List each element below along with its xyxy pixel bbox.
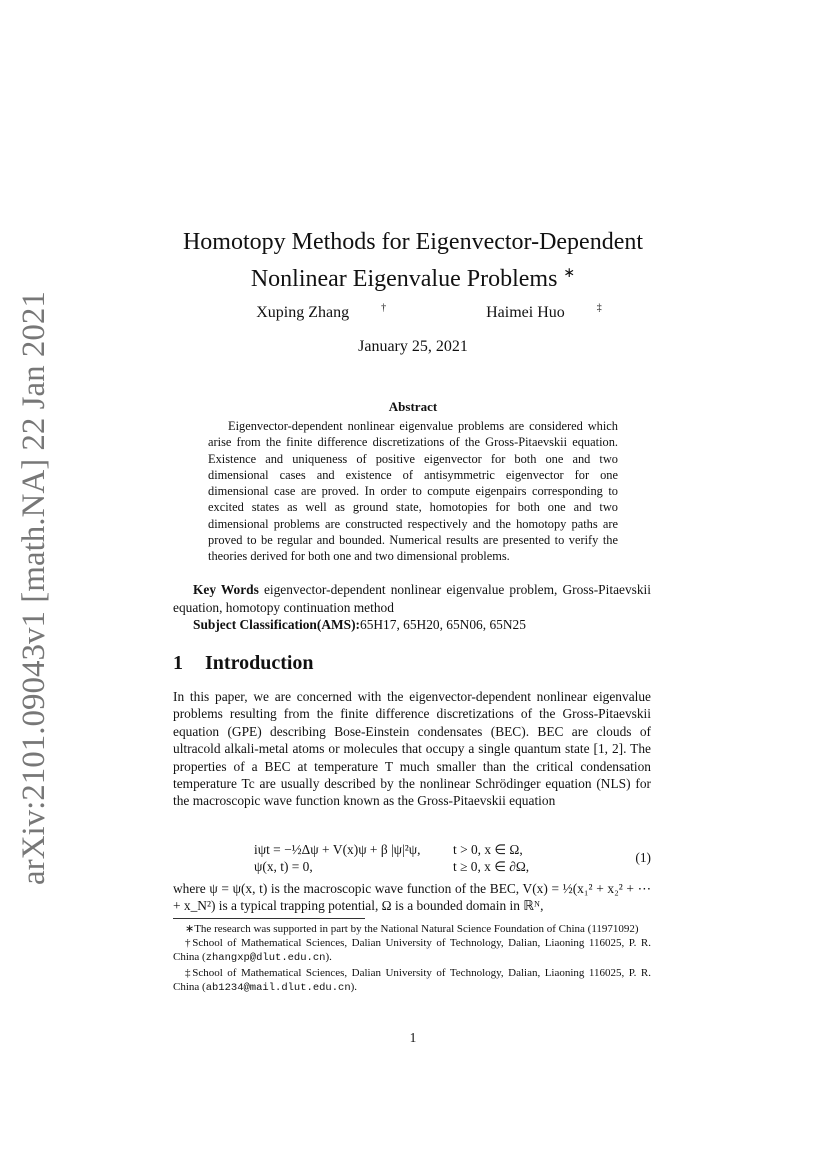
section-heading [173, 652, 314, 675]
author-mark: † [381, 303, 387, 314]
footnote-text: ∗The research was supported in part by the National Natural Science Foundation of China (11971092) [185, 923, 639, 935]
subject-text: 65H17, 65H20, 65N06, 65N25 [360, 617, 526, 632]
equation-row-2-left: ψ(x, t) = 0, [254, 859, 313, 874]
section-title: Introduction [205, 652, 314, 674]
author [224, 304, 386, 321]
equation-row-2-right: t ≥ 0, x ∈ ∂Ω, [453, 859, 530, 874]
author-name: Haimei Huo [486, 304, 565, 322]
section-number: 1 [173, 652, 183, 674]
title-footnote-mark: ∗ [563, 266, 576, 281]
subject-label: Subject Classification(AMS): [193, 617, 360, 632]
keywords [173, 581, 651, 616]
author-name: Xuping Zhang [256, 304, 350, 322]
page-number: 1 [409, 1030, 417, 1045]
title-line-2 [100, 258, 726, 295]
footnote-end: ). [325, 951, 332, 964]
footnote-end: ). [350, 980, 358, 993]
equation-tag: (1) [635, 850, 651, 865]
footnote [173, 922, 651, 936]
footnote-rule [173, 918, 365, 919]
title-line-1: Homotopy Methods for Eigenvector-Dependent [182, 229, 644, 255]
equation-row-1-right: t > 0, x ∈ Ω, [453, 842, 523, 857]
equation-1 [173, 842, 651, 878]
after-equation-paragraph: where ψ = ψ(x, t) is the macroscopic wave function of the BEC, V(x) = ½(x₁² + x₂² + ⋯ + x_N²) is a typical trapping potential, Ω is a bounded domain in ℝᴺ, [173, 881, 651, 914]
author [454, 304, 602, 321]
paper-title [100, 227, 726, 295]
footnote-email[interactable]: ab1234@mail.dlut.edu.cn [205, 981, 351, 994]
abstract-heading: Abstract [388, 399, 438, 414]
footnotes [173, 922, 651, 995]
arxiv-stamp [8, 291, 56, 890]
footnote [173, 966, 651, 995]
keywords-text: eigenvector-dependent nonlinear eigenvalue problem, Gross-Pitaevskii equation, homotopy continuation method [173, 582, 651, 615]
arxiv-stamp-svg [8, 291, 56, 890]
equation-row-1-left: iψt = −½Δψ + V(x)ψ + β |ψ|²ψ, [254, 842, 421, 857]
footnote [173, 936, 651, 965]
abstract-text: Eigenvector-dependent nonlinear eigenvalue problems are considered which arise from the finite difference discretizations of the Gross-Pitaevskii equation. Existence and uniqueness of positive eigenvector for both one and two dimensional cases and existence of antisymmetric eigenvector for one dimensional case are proved. In order to compute eigenpairs corresponding to excited states as well as ground state, homotopies for both one and two dimensional problems are constructed respectively and the homotopy paths are proved to be regular and bounded. Numerical results are presented to verify the theories derived for both one and two dimensional problems. [208, 419, 618, 564]
footnote-text: ‡School of Mathematical Sciences, Dalian University of Technology, Dalian, Liaoning 116025, P. R. China ( [173, 966, 651, 993]
paper-date: January 25, 2021 [358, 338, 468, 355]
arxiv-stamp-text: arXiv:2101.09043v1 [math.NA] 22 Jan 2021 [16, 291, 52, 885]
intro-paragraph: In this paper, we are concerned with the eigenvector-dependent nonlinear eigenvalue problems resulting from the finite difference discretizations of the Gross-Pitaevskii equation (GPE) describing Bose-Einstein condensates (BEC). BEC are clouds of ultracold alkali-metal atoms or molecules that occupy a single quantum state [1, 2]. The properties of a BEC at temperature T much smaller than the critical condensation temperature Tc are usually described by the nonlinear Schrödinger equation (NLS) for the macroscopic wave function known as the Gross-Pitaevskii equation [173, 689, 651, 809]
keywords-label: Key Words [193, 582, 259, 597]
author-list [100, 303, 726, 322]
footnote-text: †School of Mathematical Sciences, Dalian University of Technology, Dalian, Liaoning 116025, P. R. China ( [173, 937, 651, 964]
author-mark: ‡ [596, 303, 602, 314]
title-line-2-text: Nonlinear Eigenvalue Problems [250, 266, 558, 292]
subject-classification [173, 616, 651, 634]
keywords-block [173, 581, 651, 634]
footnote-email[interactable]: zhangxp@dlut.edu.cn [205, 952, 326, 965]
